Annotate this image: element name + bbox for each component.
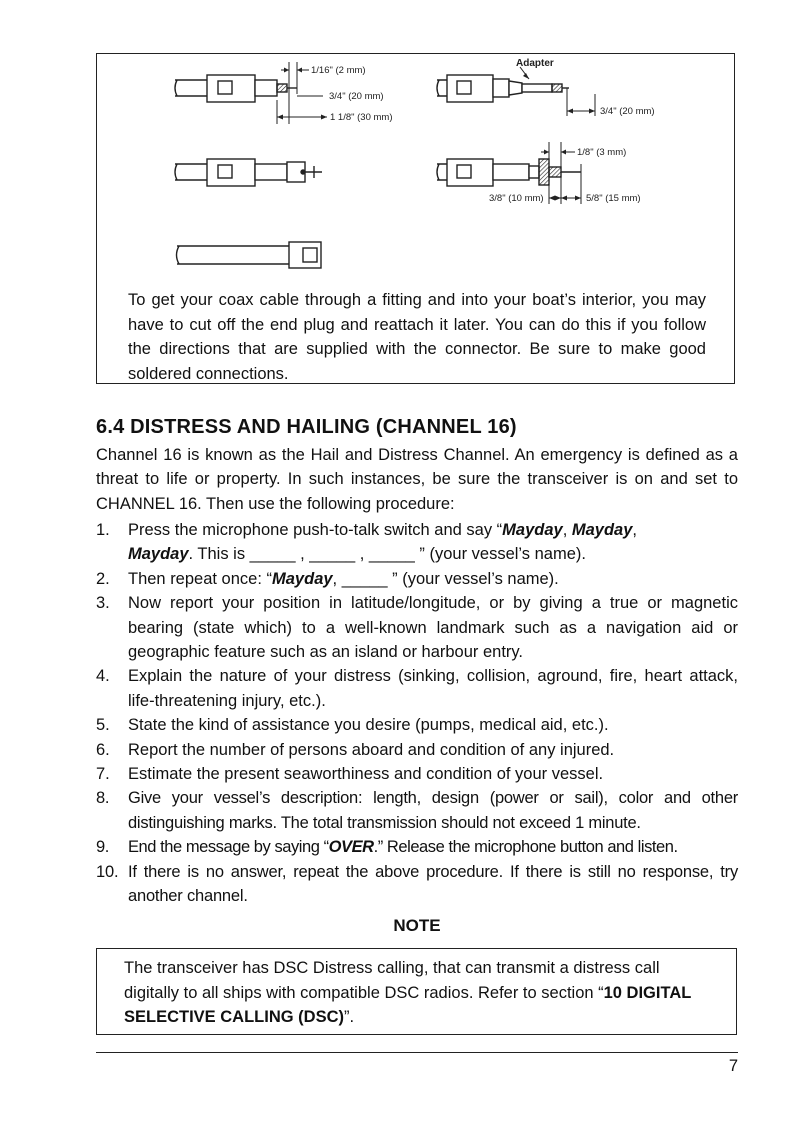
step-number: 5. [96,716,110,735]
dim-label-1-1-8: 1 1/8" (30 mm) [330,112,393,123]
step-text: Then repeat once: “ [128,569,273,588]
step-text: Now report your position in latitude/longitude, or by giving a true or magnetic bearing (state which) to a well-known landmark such as a navigation aid or geographic feature such as an island or harbour entry. [128,594,738,662]
page-number: 7 [728,1057,738,1075]
note-text [124,956,709,1030]
dim-label-3-4-b: 3/4" (20 mm) [600,106,655,117]
step-number: 3. [96,594,110,613]
step-text: Give your vessel’s description: length, design (power or sail), color and other distinguishing marks. The total transmission should not exceed 1 minute. [128,789,738,832]
step-text: .” Release the microphone button and listen. [373,838,678,857]
note-section-reference: 10 DIGITAL SELECTIVE CALLING (DSC) [124,983,692,1026]
connector-step-4 [437,159,581,186]
procedure-list [96,518,738,909]
step-number: 6. [96,740,110,759]
procedure-step-9 [96,835,738,859]
step-text: If there is no answer, repeat the above procedure. If there is still no response, try another channel. [128,862,738,906]
procedure-step-6 [96,738,738,762]
step-text: . This is _____ , _____ , _____ ” (your vessel’s name). [188,545,586,564]
procedure-step-10 [96,860,738,909]
footer-rule [96,1052,738,1053]
step-number: 8. [96,789,110,808]
mayday-word: Mayday [272,569,333,588]
step-number: 1. [96,521,110,539]
procedure-step-1 [96,518,738,567]
procedure-step-4 [96,664,738,713]
procedure-step-8 [96,786,738,835]
step-text: Estimate the present seaworthiness and condition of your vessel. [128,765,604,784]
section-intro: Channel 16 is known as the Hail and Distress Channel. An emergency is defined as a threat to life or property. In such instances, be sure the transceiver is on and set to CHANNEL 16. Then use the following procedure: [96,446,738,513]
note-label: NOTE [393,916,441,935]
step-number: 7. [96,765,110,784]
step-text: State the kind of assistance you desire (pumps, medical aid, etc.). [128,716,609,735]
dim-label-1-16: 1/16" (2 mm) [311,65,366,76]
procedure-step-2 [96,567,738,591]
dim-label-1-8: 1/8" (3 mm) [577,147,627,158]
connector-step-3 [175,159,322,186]
dim-label-3-4-a: 3/4" (20 mm) [329,91,384,102]
connector-step-2 [437,75,569,102]
step-text: Explain the nature of your distress (sinking, collision, aground, fire, heart attack, life-threatening injury, etc.). [128,667,738,710]
connector-figure [96,53,735,384]
step-text: , _____ ” (your vessel’s name). [332,569,559,588]
dim-label-3-8: 3/8" (10 mm) [489,193,544,204]
note-box [96,948,737,1035]
procedure-step-5 [96,713,738,737]
step-number: 2. [96,569,110,588]
procedure-step-7 [96,762,738,786]
mayday-word: Mayday [128,545,189,564]
connector-diagram [97,54,734,284]
note-body: The transceiver has DSC Distress calling, that can transmit a distress call digitally to all ships with compatible DSC radios. Refer to section “ [124,959,660,1002]
step-number: 4. [96,667,110,686]
step-text: End the message by saying “ [128,838,329,857]
over-word: OVER [328,838,374,857]
section-heading: 6.4 DISTRESS AND HAILING (CHANNEL 16) [96,416,517,438]
mayday-word: Mayday [571,521,633,539]
connector-step-5 [177,242,322,268]
note-end: ”. [344,1008,355,1026]
step-number: 10. [96,862,119,881]
dim-label-adapter: Adapter [516,58,554,69]
procedure-step-3 [96,591,738,664]
dim-label-5-8: 5/8" (15 mm) [586,193,641,204]
mayday-word: Mayday [502,521,563,539]
step-text: , [632,521,637,539]
connector-step-1 [175,75,297,102]
step-text: , [562,521,572,539]
step-number: 9. [96,838,109,857]
figure-caption: To get your coax cable through a fitting and into your boat’s interior, you may have to cut off the end plug and reattach it later. You can do this if you follow the directions that are supplied with the connector. Be sure to make good soldered connections. [128,291,706,383]
step-text: Press the microphone push-to-talk switch and say “ [128,521,503,539]
step-text: Report the number of persons aboard and condition of any injured. [128,740,615,759]
